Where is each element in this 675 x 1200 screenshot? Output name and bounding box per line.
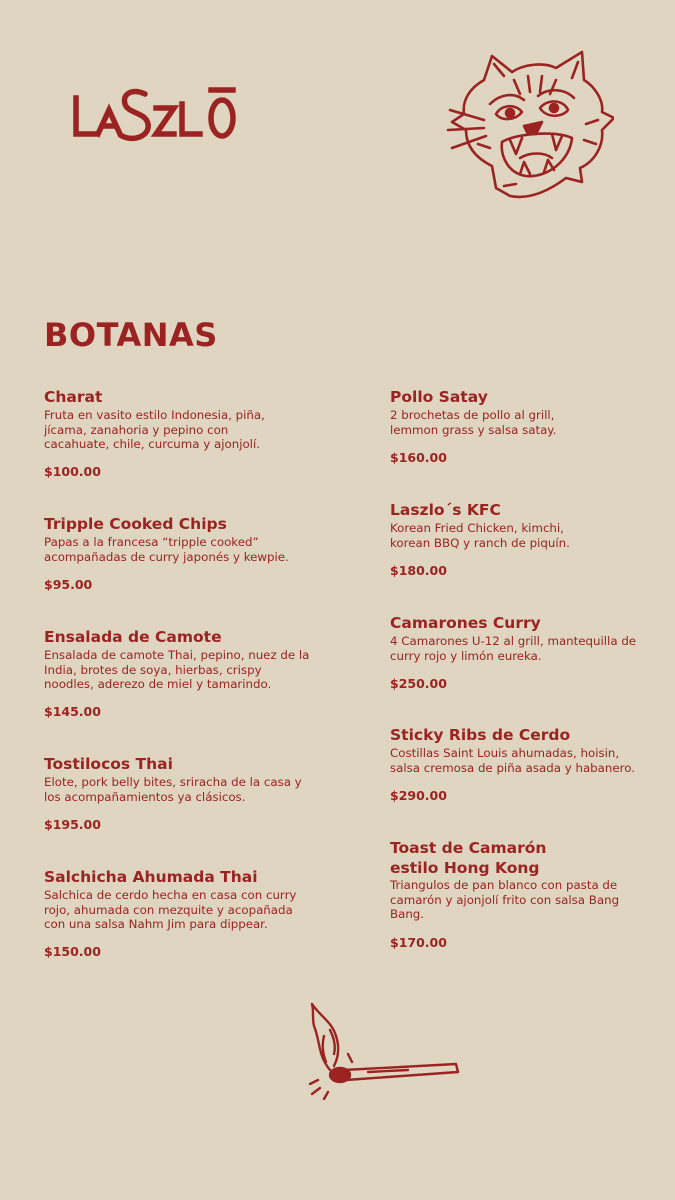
item-name: Tostilocos Thai: [44, 755, 173, 773]
menu-item: [44, 388, 334, 479]
item-name-line-1: Toast de Camarón: [390, 839, 547, 857]
menu-item: [390, 614, 675, 691]
item-price: $145.00: [44, 704, 101, 719]
item-price: $290.00: [390, 788, 447, 803]
tiger-head-icon: [444, 50, 614, 202]
item-price: $150.00: [44, 944, 101, 959]
item-price: $180.00: [390, 563, 447, 578]
item-description: Salchica de cerdo hecha en casa con curry rojo, ahumada con mezquite y acopañada con una salsa Nahm Jim para dippear.: [44, 888, 297, 932]
menu-item: [390, 839, 675, 950]
item-description: Fruta en vasito estilo Indonesia, piña, jícama, zanahoria y pepino con cacahuate, chile, curcuma y ajonjolí.: [44, 408, 265, 452]
item-price: $95.00: [44, 577, 93, 592]
item-description: 2 brochetas de pollo al grill, lemmon grass y salsa satay.: [390, 408, 557, 437]
item-price: $160.00: [390, 450, 447, 465]
section-title: BOTANAS: [44, 316, 218, 354]
item-name: Salchicha Ahumada Thai: [44, 868, 258, 886]
item-description: Korean Fried Chicken, kimchi, korean BBQ y ranch de piquín.: [390, 521, 570, 550]
item-price: $100.00: [44, 464, 101, 479]
menu-item: [44, 755, 334, 832]
menu-item: [44, 628, 334, 719]
item-price: $195.00: [44, 817, 101, 832]
item-description: 4 Camarones U-12 al grill, mantequilla de curry rojo y limón eureka.: [390, 634, 637, 663]
item-description: Ensalada de camote Thai, pepino, nuez de la India, brotes de soya, hierbas, crispy noodles, aderezo de miel y tamarindo.: [44, 648, 310, 692]
menu-item: [390, 726, 675, 803]
item-price: $250.00: [390, 676, 447, 691]
item-name-line-2: estilo Hong Kong: [390, 859, 540, 877]
menu-item: [390, 388, 675, 465]
laszlo-logo: [70, 84, 252, 146]
item-name: Laszlo´s KFC: [390, 501, 501, 519]
item-description: Costillas Saint Louis ahumadas, hoisin, salsa cremosa de piña asada y habanero.: [390, 746, 635, 775]
item-description: Triangulos de pan blanco con pasta de camarón y ajonjolí frito con salsa Bang Bang.: [390, 878, 620, 922]
item-name: Pollo Satay: [390, 388, 488, 406]
item-name: Tripple Cooked Chips: [44, 515, 227, 533]
burning-match-icon: [308, 1000, 464, 1100]
item-name: Camarones Curry: [390, 614, 541, 632]
item-name: Charat: [44, 388, 103, 406]
item-name: Ensalada de Camote: [44, 628, 222, 646]
item-name: Sticky Ribs de Cerdo: [390, 726, 571, 744]
menu-item: [44, 515, 334, 592]
item-description: Elote, pork belly bites, sriracha de la casa y los acompañamientos ya clásicos.: [44, 775, 302, 804]
menu-item: [390, 501, 675, 578]
item-price: $170.00: [390, 935, 447, 950]
menu-item: [44, 868, 334, 959]
item-description: Papas a la francesa “tripple cooked” acompañadas de curry japonés y kewpie.: [44, 535, 289, 564]
